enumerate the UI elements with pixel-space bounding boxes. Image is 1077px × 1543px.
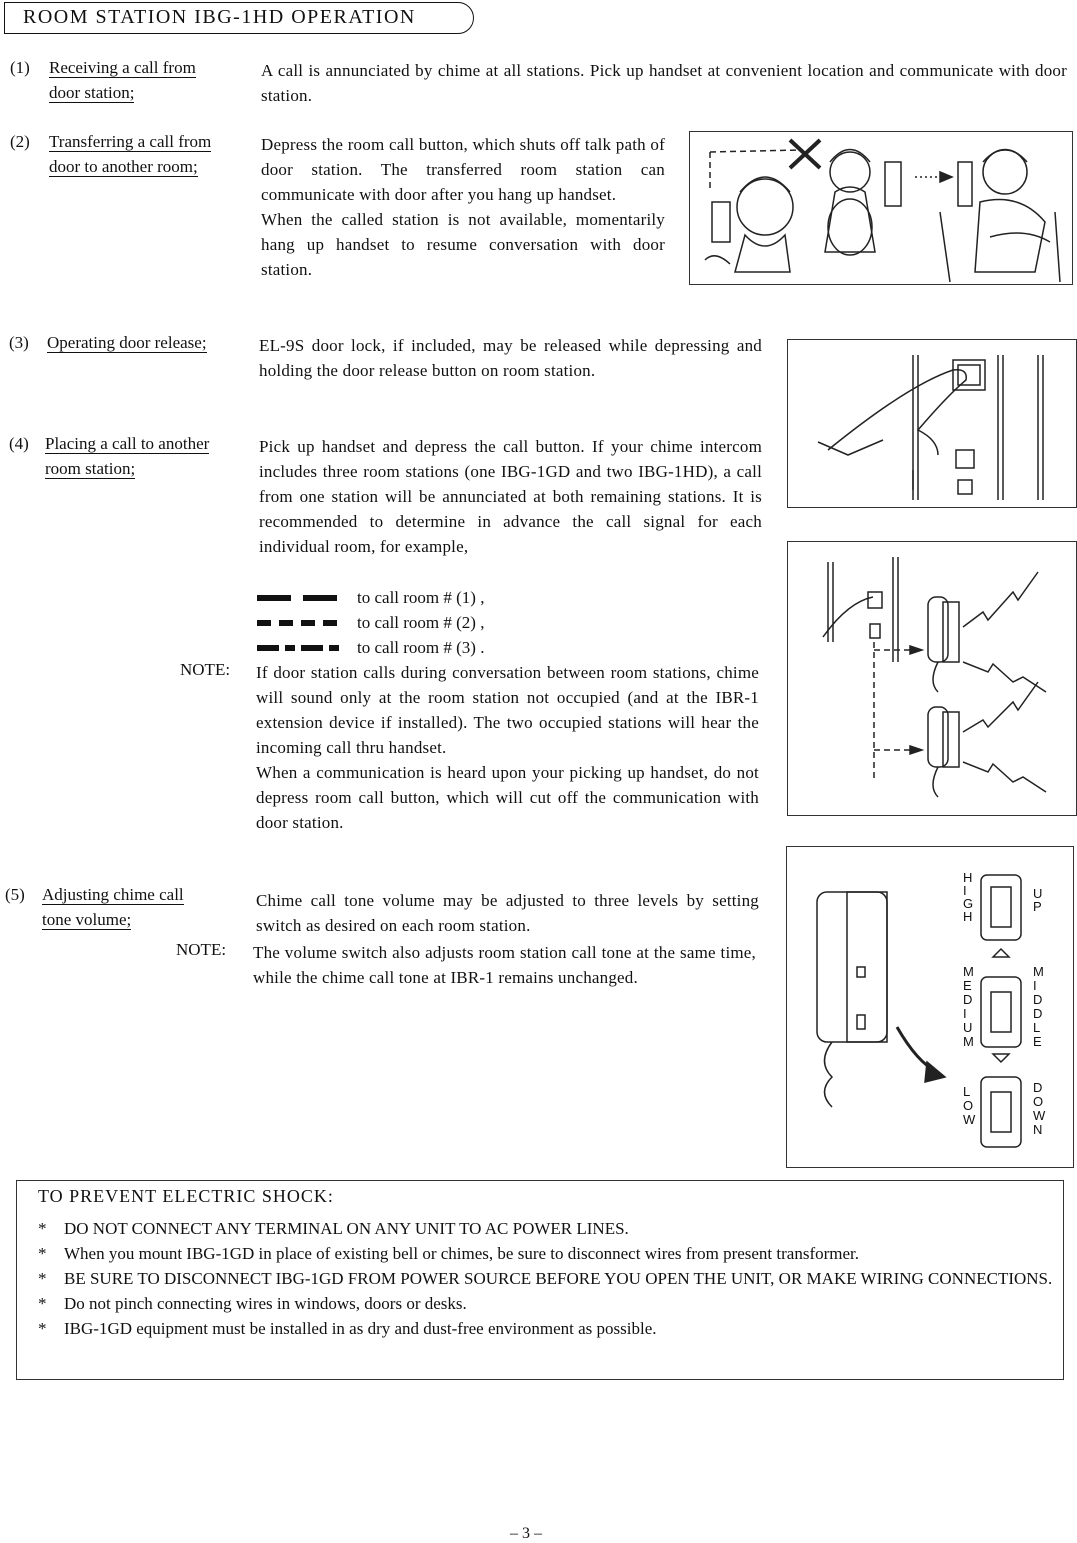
warning-title: TO PREVENT ELECTRIC SHOCK: [38, 1186, 334, 1206]
switch-label-high: HIGH [963, 870, 974, 924]
switch-label-low: LOW [963, 1084, 976, 1127]
section-5-note: The volume switch also adjusts room station call tone at the same time, while the chime call tone at IBR-1 remains unchanged. [253, 943, 756, 987]
section-1-text: A call is annunciated by chime at all stations. Pick up handset at convenient location and communicate with door station. [261, 61, 1067, 105]
warning-list [38, 1216, 1058, 1341]
signal-pattern-long-long [257, 593, 349, 603]
warning-item: * IBG-1GD equipment must be installed in as dry and dust-free environment as possible. [38, 1319, 657, 1338]
warning-item: * BE SURE TO DISCONNECT IBG-1GD FROM POWER SOURCE BEFORE YOU OPEN THE UNIT, OR MAKE WIRING CONNECTIONS. [38, 1269, 1053, 1288]
switch-label-medium: MEDIUM [963, 964, 974, 1049]
section-2-label: Transferring a call from door to another room; [49, 132, 212, 176]
section-3-text: EL-9S door lock, if included, may be released while depressing and holding the door release button on room station. [259, 336, 762, 380]
section-3-label: Operating door release; [47, 333, 207, 352]
call-signal-room-3: to call room # (3) . [257, 635, 677, 660]
transfer-call-illustration [689, 131, 1073, 285]
volume-switch-illustration [786, 846, 1074, 1168]
switch-label-down: DOWN [1033, 1080, 1046, 1137]
section-3-number: (3) [9, 333, 29, 352]
section-4-note-label: NOTE: [180, 660, 231, 679]
section-4-text: Pick up handset and depress the call button. If your chime intercom includes three room stations (one IBG-1GD and two IBG-1HD), a call from one station will be annunciated at both remaining stations. It is recommended to determine in advance the call signal for each individual room, for example, [259, 437, 762, 556]
section-2-number: (2) [10, 132, 30, 151]
door-release-illustration [787, 339, 1077, 508]
section-1-label: Receiving a call from door station; [49, 58, 196, 102]
page-number: – 3 – [510, 1525, 542, 1542]
warning-item: * When you mount IBG-1GD in place of existing bell or chimes, be sure to disconnect wires from present transformer. [38, 1244, 860, 1263]
section-1-number: (1) [10, 58, 30, 77]
room-station-call-illustration [787, 541, 1077, 816]
warning-item: * DO NOT CONNECT ANY TERMINAL ON ANY UNIT TO AC POWER LINES. [38, 1219, 629, 1238]
section-4-note: If door station calls during conversation between room stations, chime will sound only at the room station not occupied (and at the IBR-1 extension device if installed). The two occupied stations will hear the incoming call thru handset. When a communication is heard upon your picking up handset, do not depress room call button, which will cut off the communication with door station. [256, 663, 759, 832]
warning-item: * Do not pinch connecting wires in windows, doors or desks. [38, 1294, 467, 1313]
section-5-note-label: NOTE: [176, 940, 227, 959]
section-5-label: Adjusting chime call tone volume; [42, 885, 184, 929]
call-signal-room-1: to call room # (1) , [257, 585, 677, 610]
switch-label-middle: MIDDLE [1033, 964, 1044, 1049]
section-5-number: (5) [5, 885, 25, 904]
section-4-label: Placing a call to another room station; [45, 434, 210, 478]
page-title: ROOM STATION IBG-1HD OPERATION [23, 6, 416, 28]
signal-pattern-mixed [257, 643, 349, 653]
call-signal-room-2: to call room # (2) , [257, 610, 677, 635]
section-2-text: Depress the room call button, which shuts off talk path of door station. The transferred room station can communicate with door after you hang up handset. When the called station is not available, momentarily hang up handset to resume conversation with door station. [261, 135, 665, 279]
page-title-box [4, 2, 474, 34]
section-5-text: Chime call tone volume may be adjusted to three levels by setting switch as desired on each room station. [256, 891, 759, 935]
switch-label-up: UP [1033, 886, 1043, 914]
call-signal-list [257, 585, 677, 660]
signal-pattern-short-four [257, 618, 349, 628]
section-4-number: (4) [9, 434, 29, 453]
